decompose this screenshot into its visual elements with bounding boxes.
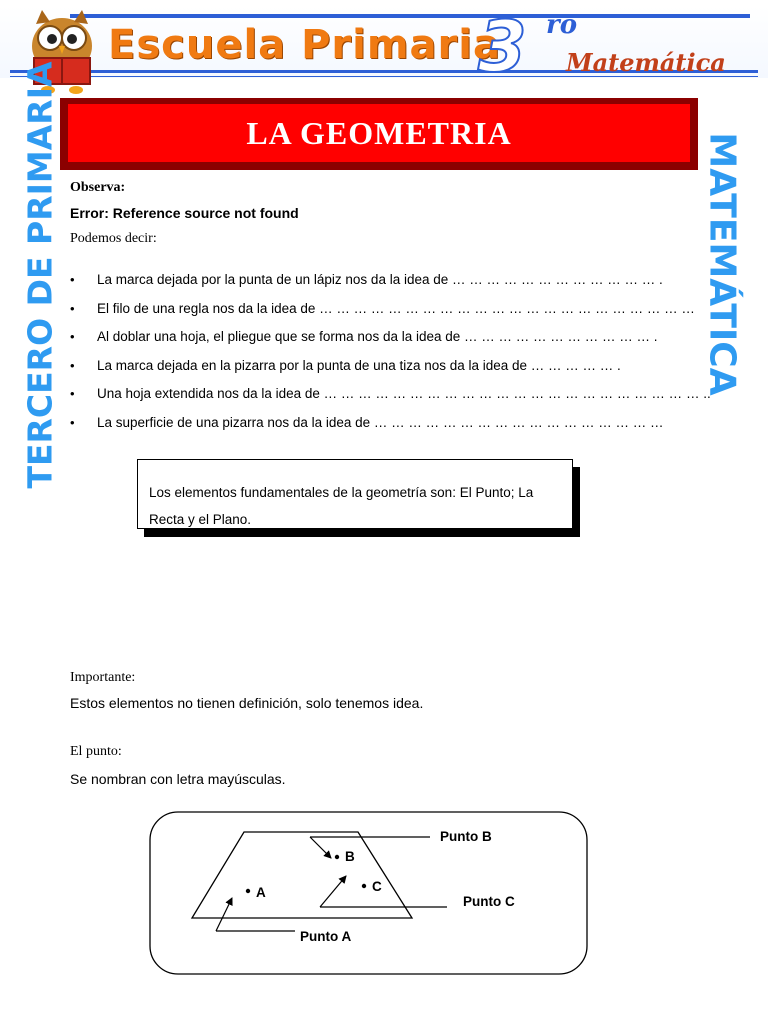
pointer-a-arrow [216, 898, 232, 931]
point-a-letter: A [256, 885, 266, 900]
punto-text: Se nombran con letra mayúsculas. [70, 771, 286, 787]
side-label-right-text: MATEMÁTICA [701, 132, 743, 396]
observa-label: Observa: [70, 180, 126, 195]
grade-suffix: ro [546, 10, 578, 40]
diagram-frame [150, 812, 587, 974]
importante-label: Importante: [70, 670, 136, 685]
grade-number: 3 [478, 6, 527, 88]
list-item: • La marca dejada en la pizarra por la punta de una tiza nos da la idea de … … … … … . [70, 352, 690, 381]
point-b-dot [335, 855, 339, 859]
plane-shape [192, 832, 412, 918]
list-item: • La marca dejada por la punta de un lápiz nos da la idea de … … … … … … … … … … … … . [70, 266, 690, 295]
note-box: Los elementos fundamentales de la geometría son: El Punto; La Recta y el Plano. [137, 459, 573, 529]
page-title: LA GEOMETRIA [246, 114, 512, 151]
error-reference: Error: Reference source not found [70, 205, 299, 221]
school-name: Escuela Primaria [108, 22, 501, 68]
list-item: • Al doblar una hoja, el pliegue que se forma nos da la idea de … … … … … … … … … … … . [70, 323, 690, 352]
importante-text: Estos elementos no tienen definición, solo tenemos idea. [70, 695, 424, 711]
label-punto-c: Punto C [463, 894, 515, 909]
point-c-dot [362, 884, 366, 888]
subject-name: Matemática [566, 48, 726, 77]
label-punto-a: Punto A [300, 929, 352, 944]
point-a-dot [246, 889, 250, 893]
podemos-decir: Podemos decir: [70, 231, 157, 246]
point-b-letter: B [345, 849, 355, 864]
side-label-left-text: TERCERO DE PRIMARIA [20, 61, 60, 489]
list-item: • La superficie de una pizarra nos da la idea de … … … … … … … … … … … … … … … … … [70, 409, 690, 438]
list-item: • Una hoja extendida nos da la idea de … … … … … … … … … … … … … … … … … … … … … … .. [70, 380, 690, 409]
label-punto-b: Punto B [440, 829, 492, 844]
point-c-letter: C [372, 879, 382, 894]
pointer-c-arrow [320, 876, 346, 907]
list-item: • El filo de una regla nos da la idea de … … … … … … … … … … … … … … … … … … … … … … [70, 295, 690, 324]
punto-heading: El punto: [70, 744, 122, 759]
pointer-b-arrow [310, 837, 331, 858]
